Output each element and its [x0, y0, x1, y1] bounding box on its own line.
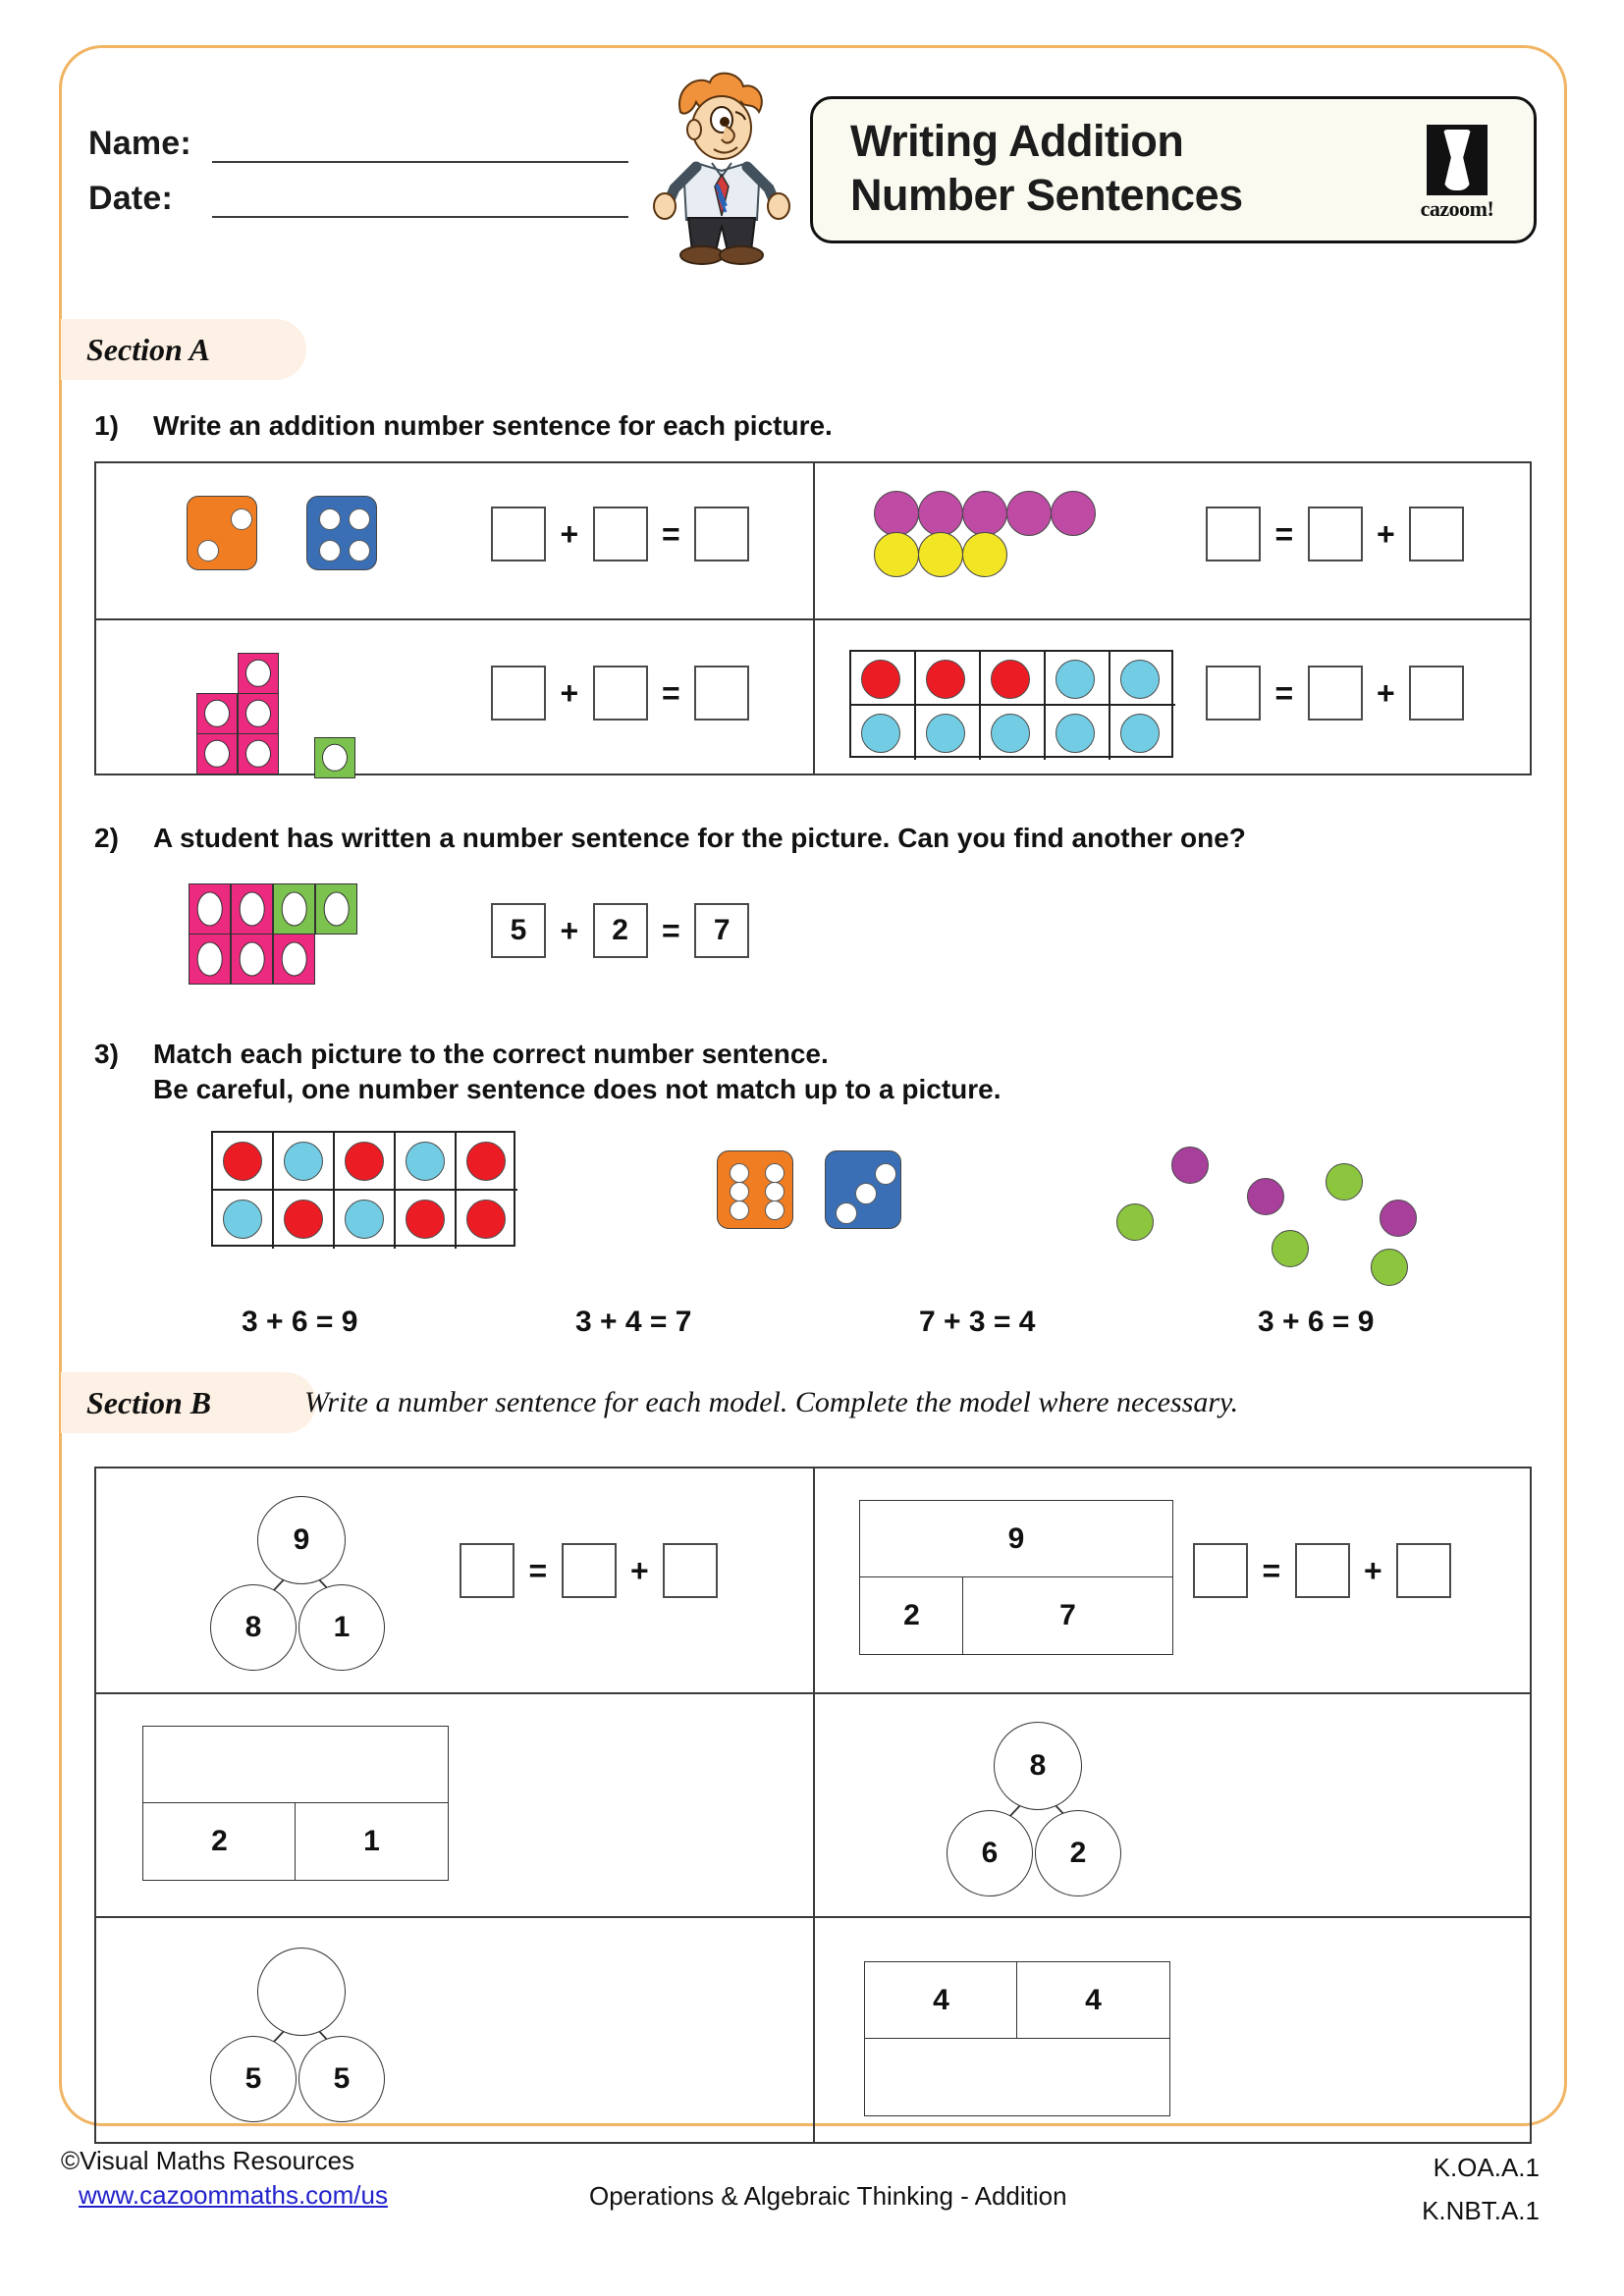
sb3-part-bar-1[interactable]: 2	[142, 1802, 297, 1881]
question-3-number: 3)	[94, 1039, 119, 1069]
q3-sentence-option-4[interactable]: 3 + 6 = 9	[1258, 1306, 1375, 1338]
name-row	[88, 108, 638, 163]
page-title-line1: Writing Addition	[850, 116, 1184, 166]
sb5-part-node-2[interactable]: 5	[298, 2036, 385, 2122]
plus-sign: +	[1377, 516, 1395, 552]
q3-sentence-options	[94, 1306, 1532, 1355]
question-2-text: A student has written a number sentence for the picture. Can you find another one?	[153, 823, 1246, 853]
q1-c3-box-a[interactable]	[491, 666, 546, 721]
plus-sign: +	[1364, 1553, 1382, 1588]
plus-sign: +	[560, 675, 579, 711]
footer-copyright-block	[61, 2146, 388, 2211]
q1-c2-box-b[interactable]	[1308, 507, 1363, 561]
q1-c1-box-b[interactable]	[593, 507, 648, 561]
equals-sign: =	[1274, 675, 1294, 711]
q1-cell2-sentence	[1206, 507, 1464, 561]
date-label: Date:	[88, 180, 174, 217]
section-b-label: Section B	[86, 1384, 212, 1420]
footer-standard-2: K.NBT.A.1	[1422, 2196, 1540, 2226]
date-row	[88, 163, 638, 218]
q3-sentence-option-3[interactable]: 7 + 3 = 4	[919, 1306, 1036, 1338]
sb2-box-b[interactable]	[1295, 1543, 1350, 1598]
equals-sign: =	[662, 913, 680, 948]
equals-sign: =	[1262, 1553, 1281, 1588]
sb-model-2-bar-model	[859, 1500, 1173, 1657]
sb4-whole-node[interactable]: 8	[994, 1722, 1082, 1810]
logo-wordmark: cazoom!	[1420, 196, 1494, 221]
section-a-banner	[61, 319, 306, 380]
sb1-box-b[interactable]	[562, 1543, 617, 1598]
die-orange-2	[187, 496, 257, 570]
sb-model-3-bar-model	[142, 1726, 449, 1883]
sb2-box-c[interactable]	[1396, 1543, 1451, 1598]
sb1-part-node-2[interactable]: 1	[298, 1584, 385, 1671]
footer-standard-1: K.OA.A.1	[1433, 2153, 1540, 2182]
sb2-part-bar-2[interactable]: 7	[962, 1576, 1173, 1655]
sb5-whole-node[interactable]	[257, 1948, 346, 2036]
mascot-teacher-icon	[623, 69, 800, 265]
q2-value-c[interactable]: 7	[694, 903, 749, 958]
equals-sign: =	[662, 516, 680, 552]
section-b-description: Write a number sentence for each model. Complete the model where necessary.	[304, 1386, 1239, 1418]
q3-ten-frame-picture	[211, 1131, 515, 1247]
question-2-number: 2)	[94, 823, 119, 853]
q1-cell1-sentence	[491, 507, 749, 561]
footer-topic: Operations & Algebraic Thinking - Addition	[589, 2181, 1067, 2211]
q1-cell4-sentence	[1206, 666, 1464, 721]
sb-model-5-part-whole	[196, 1942, 452, 2128]
q1-c3-box-b[interactable]	[593, 666, 648, 721]
page-title	[850, 115, 1400, 223]
q3-sentence-option-2[interactable]: 3 + 4 = 7	[575, 1306, 692, 1338]
question-3-text-line1: Match each picture to the correct number sentence.	[153, 1039, 829, 1069]
equals-sign: =	[528, 1553, 548, 1588]
equals-sign: =	[662, 675, 680, 711]
grid-divider-horizontal	[96, 618, 1530, 620]
sb1-part-node-1[interactable]: 8	[210, 1584, 297, 1671]
sb6-part-bar-2[interactable]: 4	[1016, 1961, 1170, 2040]
q1-c4-box-b[interactable]	[1308, 666, 1363, 721]
q1-c2-box-a[interactable]	[1206, 507, 1261, 561]
worksheet-header	[88, 69, 1542, 265]
name-input[interactable]	[212, 128, 628, 163]
sb6-whole-bar[interactable]	[864, 2038, 1170, 2116]
sb4-part-node-2[interactable]: 2	[1035, 1810, 1121, 1896]
q1-cell2-counters-picture	[874, 491, 1188, 579]
q1-c4-box-a[interactable]	[1206, 666, 1261, 721]
grid-divider-vertical	[813, 1468, 815, 2142]
sb2-box-a[interactable]	[1193, 1543, 1248, 1598]
sb3-whole-bar[interactable]	[142, 1726, 449, 1804]
q1-cell3-sentence	[491, 666, 749, 721]
sb-model-1-part-whole	[196, 1490, 452, 1677]
sb3-part-bar-2[interactable]: 1	[295, 1802, 449, 1881]
name-date-block	[88, 108, 638, 218]
name-label: Name:	[88, 125, 191, 162]
q2-value-a[interactable]: 5	[491, 903, 546, 958]
equals-sign: =	[1274, 516, 1294, 552]
sb-model-4-part-whole	[933, 1716, 1188, 1902]
sb4-part-node-1[interactable]: 6	[947, 1810, 1033, 1896]
question-1-number: 1)	[94, 410, 119, 441]
footer-standards	[1422, 2146, 1540, 2232]
worksheet-footer	[0, 2146, 1624, 2283]
q1-c1-box-c[interactable]	[694, 507, 749, 561]
q2-value-b[interactable]: 2	[593, 903, 648, 958]
logo-hourglass-icon	[1427, 125, 1488, 195]
sb1-whole-node[interactable]: 9	[257, 1496, 346, 1584]
grid-divider-horizontal	[96, 1916, 1530, 1918]
die-blue-3	[825, 1150, 901, 1229]
section-b-banner	[61, 1372, 316, 1433]
sb1-box-a[interactable]	[460, 1543, 514, 1598]
sb2-sentence	[1193, 1543, 1451, 1598]
page-title-line2: Number Sentences	[850, 169, 1243, 220]
sb1-sentence	[460, 1543, 718, 1598]
q1-c2-box-c[interactable]	[1409, 507, 1464, 561]
die-orange-6	[717, 1150, 793, 1229]
grid-divider-horizontal	[96, 1692, 1530, 1694]
sb1-box-c[interactable]	[663, 1543, 718, 1598]
footer-url-link[interactable]: www.cazoommaths.com/us	[79, 2180, 388, 2210]
sb6-part-bar-1[interactable]: 4	[864, 1961, 1018, 2040]
sb-model-6-bar-model	[864, 1961, 1170, 2118]
question-1-text: Write an addition number sentence for each picture.	[153, 410, 833, 441]
q3-sentence-option-1[interactable]: 3 + 6 = 9	[242, 1306, 358, 1338]
q1-cell4-ten-frame	[849, 650, 1173, 758]
q1-c3-box-c[interactable]	[694, 666, 749, 721]
sb2-part-bar-1[interactable]: 2	[859, 1576, 964, 1655]
plus-sign: +	[560, 913, 579, 948]
sb2-whole-bar[interactable]: 9	[859, 1500, 1173, 1578]
date-input[interactable]	[212, 183, 628, 218]
q3-scattered-counters-picture	[1095, 1119, 1429, 1296]
cazoom-logo	[1408, 125, 1506, 227]
plus-sign: +	[560, 516, 579, 552]
title-box	[810, 96, 1537, 243]
die-blue-4	[306, 496, 377, 570]
footer-copyright: ©Visual Maths Resources	[61, 2146, 355, 2175]
q2-given-sentence	[491, 903, 749, 958]
question-3-text-line2: Be careful, one number sentence does not match up to a picture.	[153, 1074, 1001, 1104]
section-a-label: Section A	[86, 331, 210, 367]
q1-c4-box-c[interactable]	[1409, 666, 1464, 721]
plus-sign: +	[630, 1553, 649, 1588]
sb5-part-node-1[interactable]: 5	[210, 2036, 297, 2122]
plus-sign: +	[1377, 675, 1395, 711]
q1-c1-box-a[interactable]	[491, 507, 546, 561]
